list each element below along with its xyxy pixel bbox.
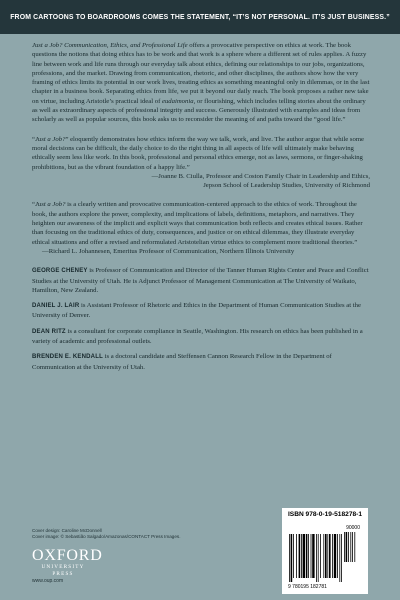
barcode-label xyxy=(282,508,368,594)
barcode-icon xyxy=(286,522,364,590)
author-bio: DANIEL J. LAIR is Assistant Professor of Rhetoric and Ethics in the Department of Human Communication Studies at the University of Denver. xyxy=(32,302,361,320)
quote-attribution: Jepson School of Leadership Studies, University of Richmond xyxy=(203,182,370,190)
endorsement-quote: “Just a Job? is a clearly written and provocative communication-centered approach to the ethics of work. Throughout the book, the authors explore the power, complexity, and implications of labels, definitions, metaphors, and narratives. They heighten our awareness of the implicit and explicit ways that communication both reflects and creates ethical issues. Rather than focusing on the traditional ethics of duty, consequences, and justice or on ethical dilemmas, they illustrate everyday ethical situations and offer a revised and reformulated Aristotelian virtue ethics to complement more traditional theories.” xyxy=(32,201,363,246)
back-cover-text xyxy=(32,41,370,372)
author-bio: DEAN RITZ is a consultant for corporate compliance in Seattle, Washington. His research on ethics has been published in a variety of academic and professional outlets. xyxy=(32,327,363,346)
isbn-text: ISBN 978-0-19-518278-1 xyxy=(287,511,363,518)
author-bio: BRENDEN E. KENDALL is a doctoral candidate and Steffensen Cannon Research Fellow in the Department of Communication at the University of Utah. xyxy=(32,353,332,371)
description: Just a Job? Communication, Ethics, and Professional Life offers a provocative perspective on ethics at work. The book questions the notions that doing ethics has to be work and that work is a sphere where a different set of rules applies. A fuzzy line between work and life runs through our everyday talk about ethics, defining our relationships to our jobs, organizations, professions, and the market. Drawing from communication, rhetoric, and other disciplines, the authors show how the very framing of ethics limits its potential in our work lives, treating ethics as something meaningful only in dilemmas, or in the last chapter in a business book. Separating ethics from life, we put it beyond our daily reach. The book proposes a rather new take on virtue, including Aristotle’s practical ideal of eudaimonia, or flourishing, which includes telling stories about the ordinary as well as extraordinary aspects of professional integrity and success. Generously illustrated with examples and ideas from scholarly as well as popular sources, this book asks us to reconsider the meaning of and paths toward the “good life.” xyxy=(32,42,370,124)
author-name: DANIEL J. LAIR xyxy=(32,303,80,310)
cover-image-credit: Cover image: © Sebastião Salgado/Amazonas/CONTACT Press Images. xyxy=(32,534,181,539)
cover-credits xyxy=(32,528,262,540)
author-name: DEAN RITZ xyxy=(32,328,66,335)
svg-text:9 780195 182781: 9 780195 182781 xyxy=(288,584,327,590)
publisher-url: www.oup.com xyxy=(32,578,64,584)
top-banner xyxy=(0,0,400,34)
cover-design-credit: Cover design: Caroline McDonnell xyxy=(32,528,102,533)
author-name: BRENDEN E. KENDALL xyxy=(32,354,103,361)
quote-attribution: —Richard L. Johannesen, Emeritus Professor of Communication, Northern Illinois University xyxy=(42,247,295,255)
author-bio: GEORGE CHENEY is Professor of Communication and Director of the Tanner Human Rights Center and Peace and Conflict Studies at the University of Utah. He is Adjunct Professor of Management Communication at The University of Waikato, Hamilton, New Zealand. xyxy=(32,267,369,294)
svg-text:90000: 90000 xyxy=(346,525,360,531)
banner-text: FROM CARTOONS TO BOARDROOMS COMES THE STATEMENT, “IT’S NOT PERSONAL. IT’S JUST BUSINESS.” xyxy=(10,13,390,21)
quote-attribution: —Joanne B. Ciulla, Professor and Coston Family Chair in Leadership and Ethics, xyxy=(151,172,370,180)
endorsement-quote: “Just a Job?” eloquently demonstrates how ethics inform the way we talk, work, and live. The author argue that while some moral decisions can be difficult, the daily choice to do the right thing in all aspects of life will ultimately make behaving ethically seem less like work. In this book, professional and personal ethics emerge, not as laws, sermons, or finger-shaking prohibitions, but as the vibrant foundation of a happy life.” xyxy=(32,135,365,171)
oxford-logo: OXFORD UNIVERSITY PRESS xyxy=(32,547,103,577)
book-title: Just a Job? Communication, Ethics, and Professional Life xyxy=(32,42,188,49)
author-name: GEORGE CHENEY xyxy=(32,268,88,275)
